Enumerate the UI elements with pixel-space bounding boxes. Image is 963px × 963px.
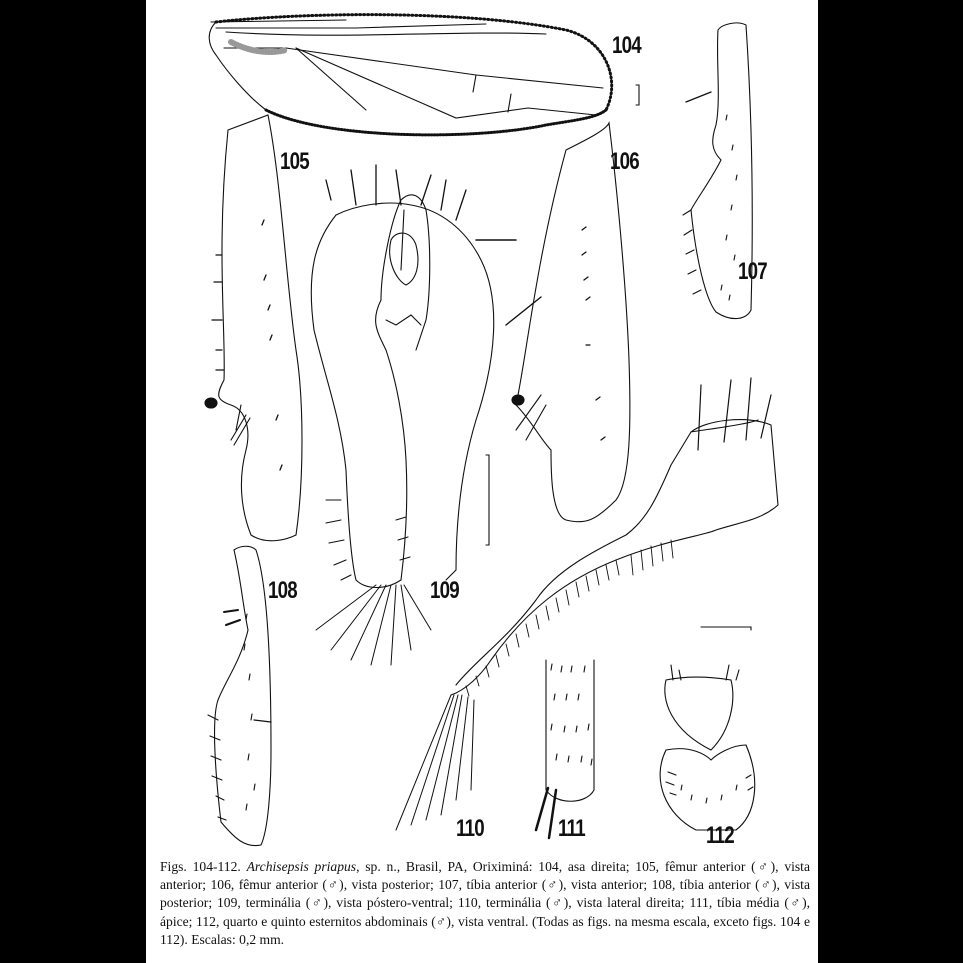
caption-species: Archisepsis priapus — [246, 859, 357, 874]
wing-drawing-104 — [209, 15, 639, 135]
journal-page — [146, 0, 818, 963]
figure-label-107: 107 — [738, 258, 767, 285]
femur-drawing-106 — [506, 123, 630, 522]
figure-label-104: 104 — [612, 32, 641, 59]
figure-label-105: 105 — [280, 148, 309, 175]
sternites-drawing-112 — [660, 665, 755, 830]
line-drawings — [146, 0, 818, 850]
caption-body: , sp. n., Brasil, PA, Oriximiná: 104, asa direita; 105, fêmur anterior (♂), vista anterior; 106, fêmur anterior (♂), vista posterior; 107, tíbia anterior (♂), vista anterior; 108, tíbia anterior (♂), vista posterior; 109, terminália (♂), vista póstero-ventral; 110, terminália (♂), vista lateral direita; 111, tíbia média (♂), ápice; 112, quarto e quinto esternitos abdominais (♂), vista ventral. (Todas as figs. na mesma escala, exceto figs. 104 e 112). Escalas: 0,2 mm. — [160, 859, 810, 947]
figure-label-112: 112 — [706, 822, 734, 849]
terminalia-drawing-109 — [311, 165, 516, 665]
femur-drawing-105 — [205, 115, 302, 541]
tibia-drawing-111 — [536, 660, 594, 838]
figure-caption — [160, 858, 810, 949]
figure-label-110: 110 — [456, 815, 484, 842]
figure-plate — [146, 0, 818, 850]
caption-prefix: Figs. 104-112. — [160, 859, 247, 874]
figure-label-108: 108 — [268, 577, 297, 604]
figure-label-106: 106 — [610, 148, 639, 175]
tibia-drawing-108 — [208, 546, 271, 845]
figure-label-111: 111 — [558, 815, 585, 842]
figure-label-109: 109 — [430, 577, 459, 604]
